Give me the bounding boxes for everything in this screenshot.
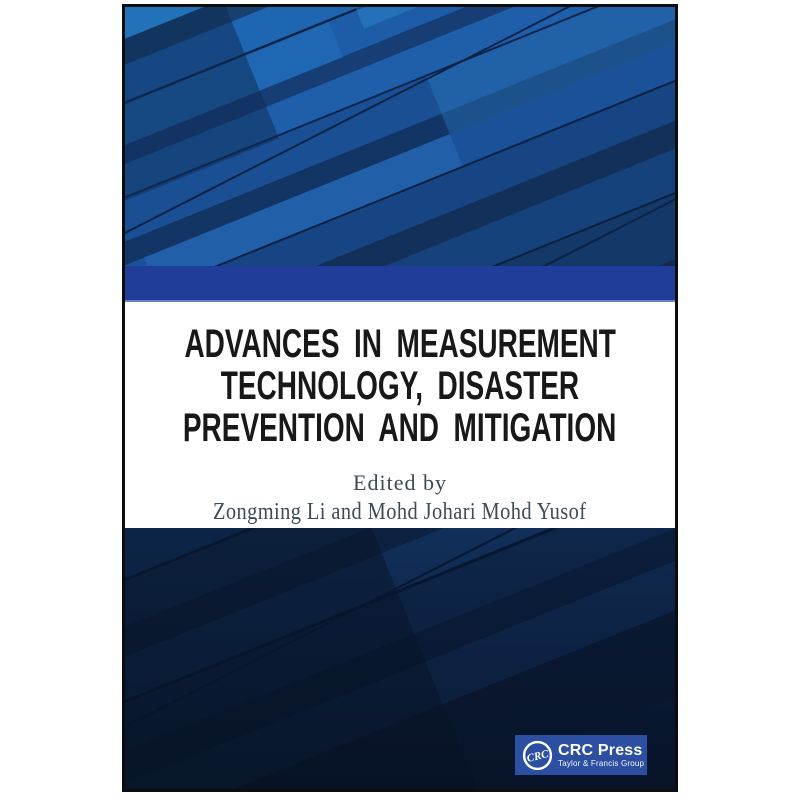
crc-monogram-circle-icon [522, 740, 553, 771]
title-line-1: ADVANCES IN MEASUREMENT [184, 322, 616, 366]
book-title [122, 323, 678, 449]
title-panel [125, 302, 675, 528]
editors-names: Zongming Li and Mohd Johari Mohd Yusof [213, 499, 587, 525]
accent-band [125, 266, 675, 302]
crc-monogram-text: CRC [525, 747, 550, 765]
publisher-group: Taylor & Francis Group [558, 758, 645, 768]
edited-by-label: Edited by [353, 470, 447, 495]
crc-press-logo [515, 735, 647, 775]
title-line-3: PREVENTION AND MITIGATION [183, 406, 617, 450]
publisher-name: CRC Press [558, 741, 643, 759]
title-line-2: TECHNOLOGY, DISASTER [220, 364, 580, 408]
book-cover [122, 4, 678, 792]
publisher-text-block [558, 742, 644, 769]
